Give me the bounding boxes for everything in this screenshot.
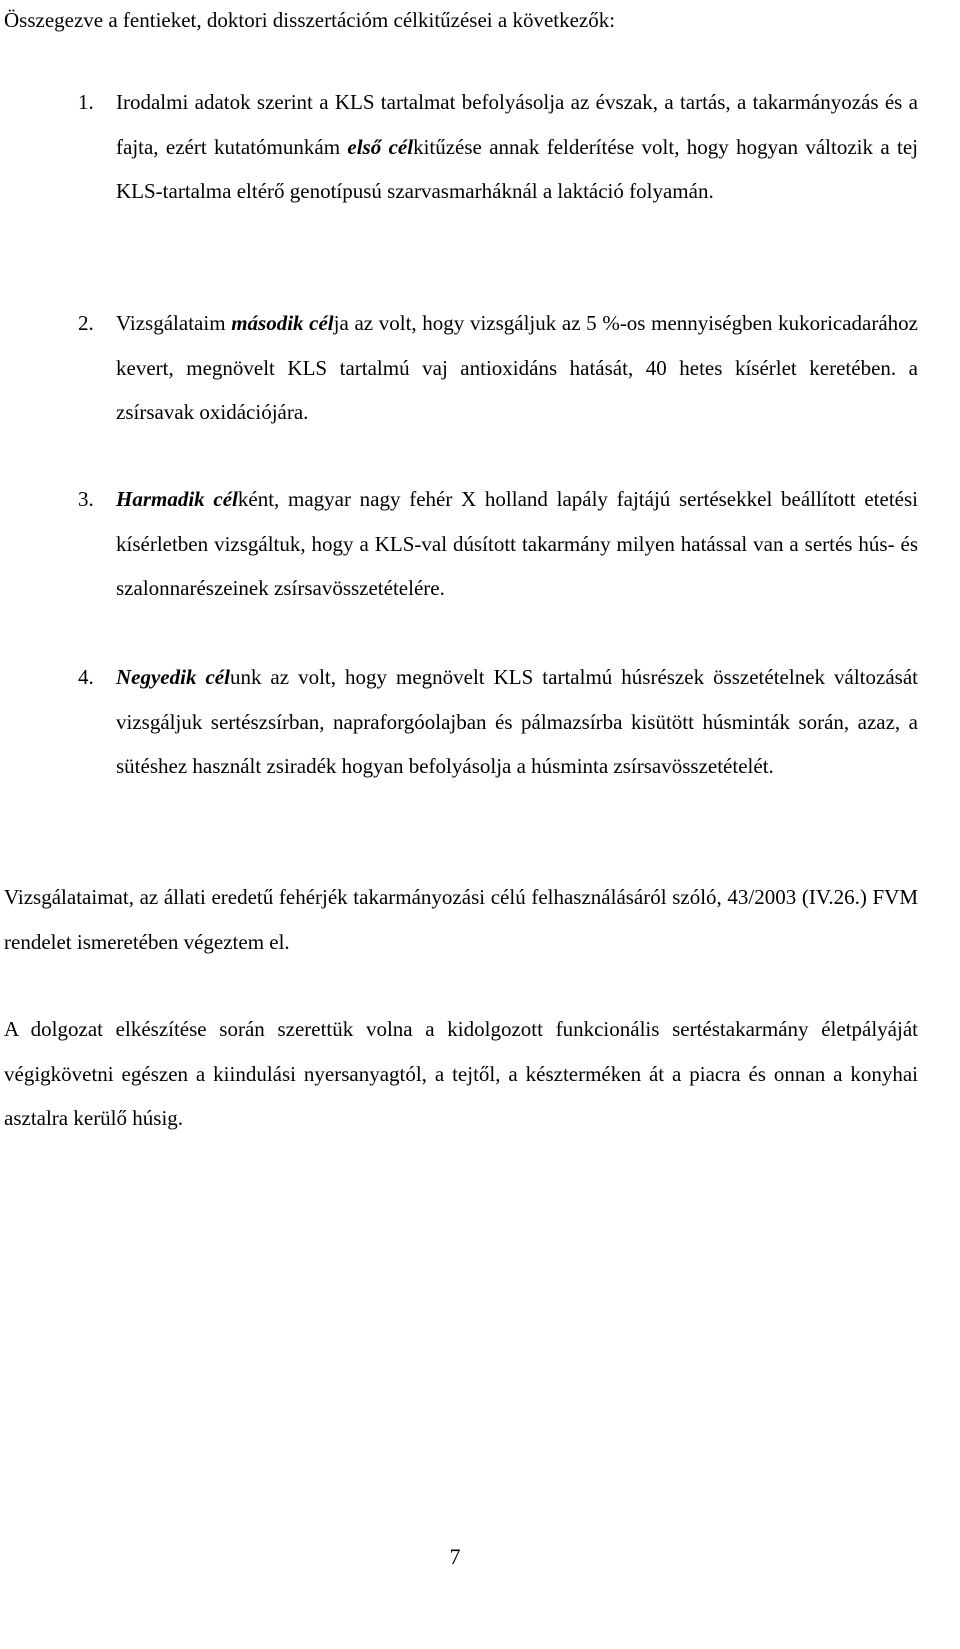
objective-text-after: ja az volt, hogy vizsgáljuk az 5 %-os mennyiségben kukoricadarához kevert, megnövelt KLS tartalmú vaj antioxidáns hatását, 40 hetes kísérlet keretében. a zsírsavak oxidációjára. xyxy=(116,311,918,424)
objective-number: 1. xyxy=(78,90,94,114)
objective-number: 2. xyxy=(78,311,94,335)
objective-emphasis: Harmadik cél xyxy=(116,487,238,511)
objective-text-after: ként, magyar nagy fehér X holland lapály fajtájú sertésekkel beállított etetési kísérletben vizsgáltuk, hogy a KLS-val dúsított takarmány milyen hatással van a sertés hús- és szalonnarészeinek zsírsavösszetételére. xyxy=(116,487,918,600)
objective-emphasis: második cél xyxy=(231,311,334,335)
regulation-paragraph: Vizsgálataimat, az állati eredetű fehérjék takarmányozási célú felhasználásáról szóló, 43/2003 (IV.26.) FVM rendelet ismeretében végeztem el. xyxy=(4,885,918,954)
objective-text-after: unk az volt, hogy megnövelt KLS tartalmú húsrészek összetételnek változását vizsgáljuk sertészsírban, napraforgóolajban és pálmazsírba kisütött húsminták során, azaz, a sütéshez használt zsiradék hogyan befolyásolja a húsminta zsírsavösszetételét. xyxy=(116,665,918,778)
objective-text-before: Irodalmi adatok szerint a KLS tartalmat befolyásolja az évszak, a tartás, a takarmányozás és a fajta, ezért kutatómunkám xyxy=(116,90,918,159)
objective-text xyxy=(116,80,918,214)
objective-text xyxy=(116,301,918,435)
page-number: 7 xyxy=(449,1544,461,1569)
objective-number: 3. xyxy=(78,487,94,511)
objective-item-1 xyxy=(78,80,918,214)
objective-emphasis: Negyedik cél xyxy=(116,665,230,689)
objective-number: 4. xyxy=(78,665,94,689)
objective-emphasis: első cél xyxy=(347,134,414,159)
objective-item-2 xyxy=(78,301,918,435)
objective-text xyxy=(116,655,918,789)
closing-paragraph: A dolgozat elkészítése során szerettük volna a kidolgozott funkcionális sertéstakarmány életpályáját végigkövetni egészen a kiindulási nyersanyagtól, a tejtől, a készterméken át a piacra és onnan a konyhai asztalra kerülő húsig. xyxy=(4,1017,918,1130)
objective-text xyxy=(116,477,918,611)
objective-item-3 xyxy=(78,477,918,611)
objective-item-4 xyxy=(78,655,918,789)
objective-text-after: kitűzése annak felderítése volt, hogy hogyan változik a tej KLS-tartalma eltérő genotípusú szarvasmarháknál a laktáció folyamán. xyxy=(116,134,918,203)
objective-text-before: Vizsgálataim xyxy=(116,311,232,335)
intro-sentence: Összegezve a fentieket, doktori disszertációm célkitűzései a következők: xyxy=(4,8,616,32)
